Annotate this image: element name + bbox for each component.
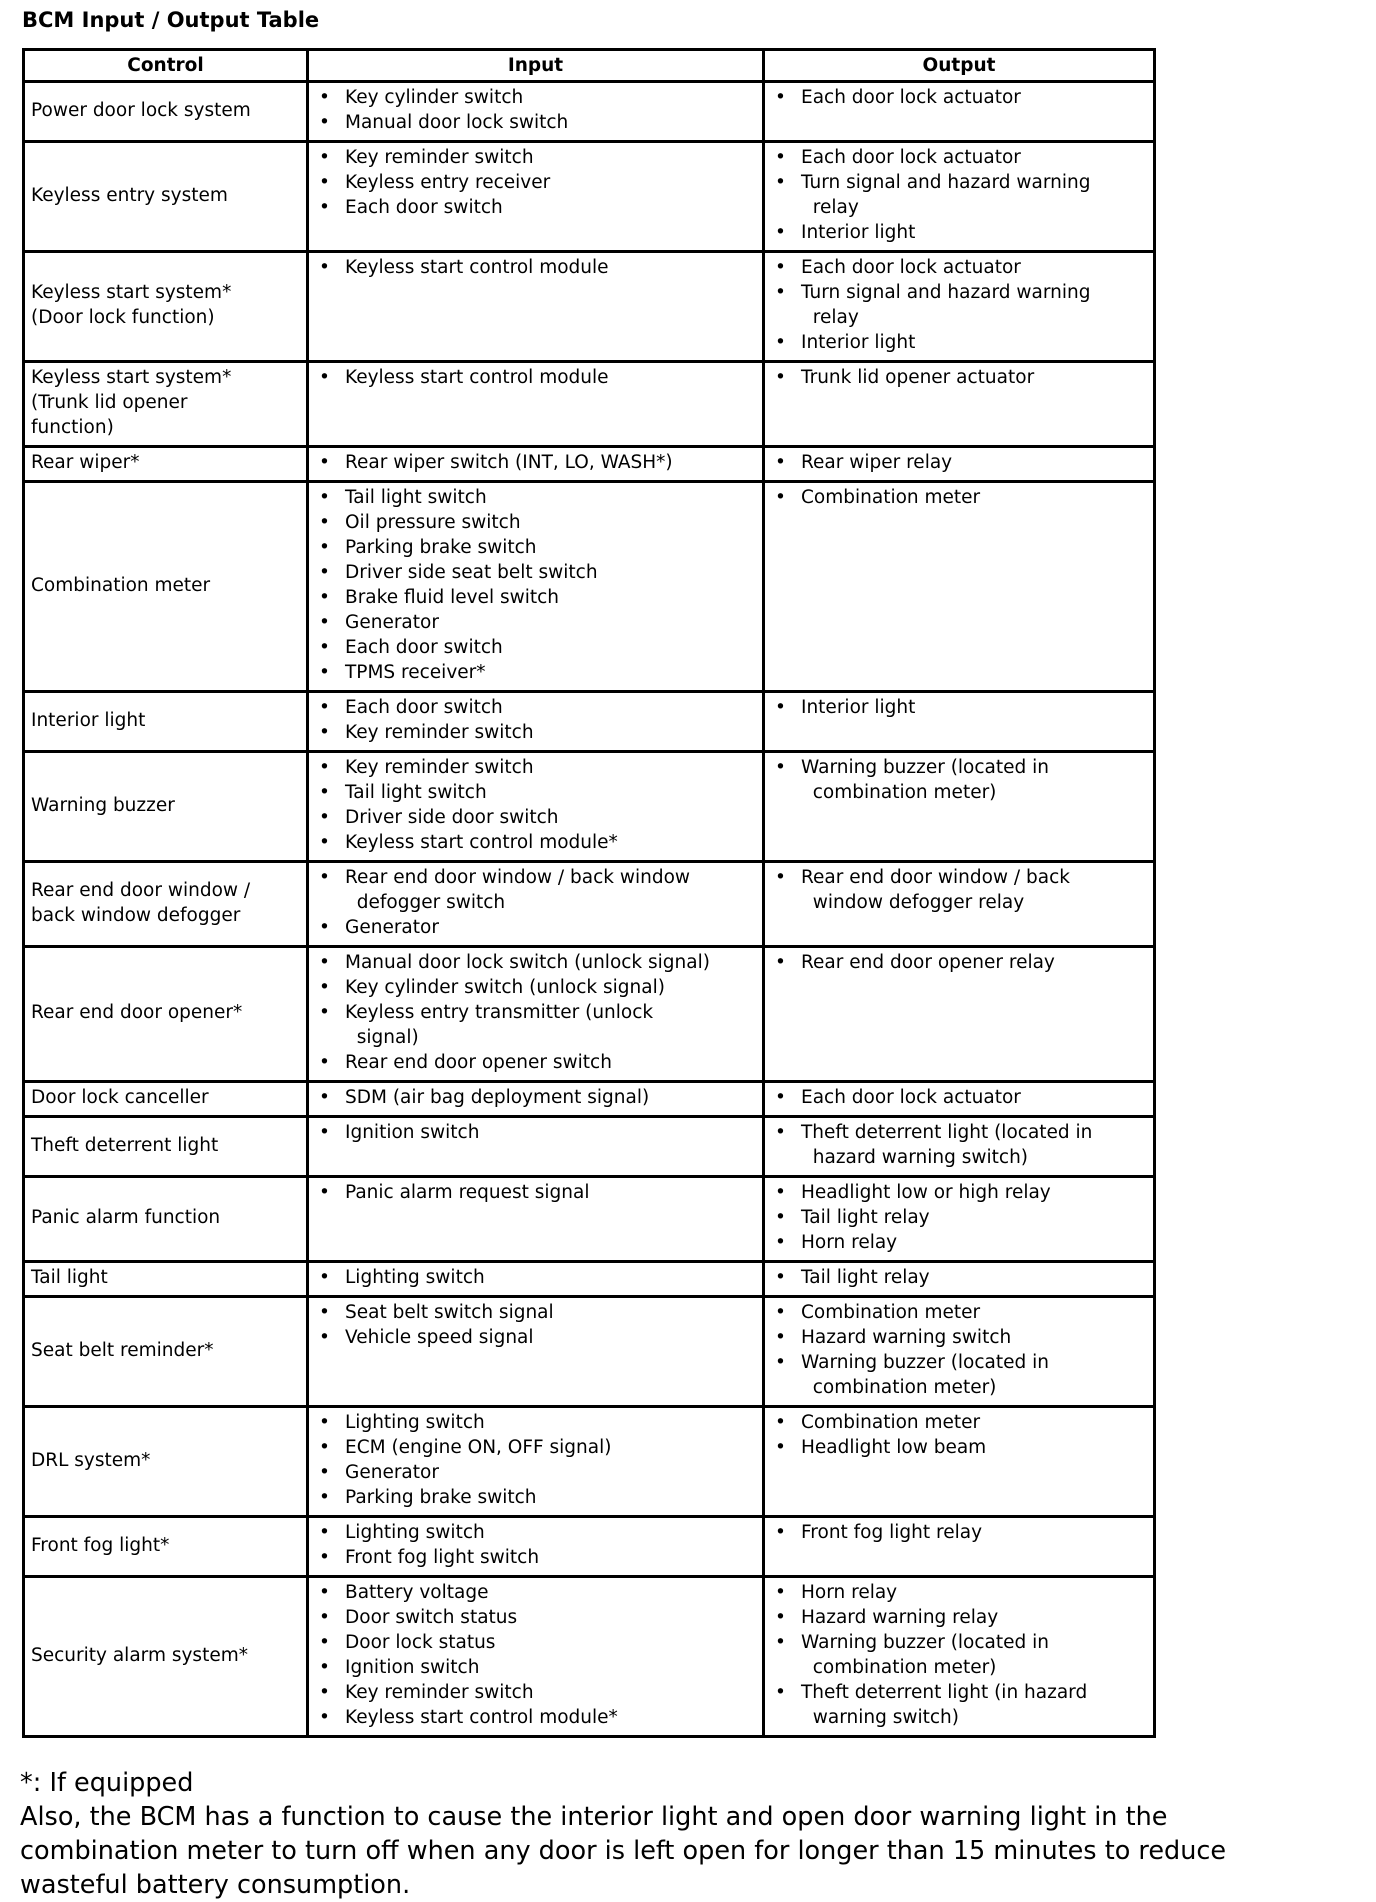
- table-row: [24, 142, 1155, 252]
- input-list: [315, 485, 756, 685]
- input-cell: [308, 362, 764, 447]
- list-item: • Lighting switch: [315, 1520, 756, 1545]
- output-cell: [764, 692, 1155, 752]
- output-cell: [764, 752, 1155, 862]
- list-item: • Combination meter: [771, 485, 1147, 510]
- list-item: • Parking brake switch: [315, 535, 756, 560]
- table-row: [24, 1082, 1155, 1117]
- list-item: • Oil pressure switch: [315, 510, 756, 535]
- output-cell: [764, 1177, 1155, 1262]
- header-input: Input: [308, 50, 764, 82]
- output-cell: [764, 1407, 1155, 1517]
- list-item: • Seat belt switch signal: [315, 1300, 756, 1325]
- control-cell: Front fog light*: [24, 1517, 308, 1577]
- list-item: • Tail light switch: [315, 780, 756, 805]
- list-item: • Keyless start control module*: [315, 1705, 756, 1730]
- output-list: [771, 950, 1147, 975]
- list-item: • Each door lock actuator: [771, 85, 1147, 110]
- list-item: • Front fog light switch: [315, 1545, 756, 1570]
- list-item: • Door lock status: [315, 1630, 756, 1655]
- input-cell: [308, 1297, 764, 1407]
- list-item: • Keyless start control module: [315, 365, 756, 390]
- table-row: [24, 252, 1155, 362]
- control-cell: Seat belt reminder*: [24, 1297, 308, 1407]
- list-item: • Headlight low beam: [771, 1435, 1147, 1460]
- output-list: [771, 755, 1147, 805]
- input-list: [315, 695, 756, 745]
- input-cell: [308, 142, 764, 252]
- list-item: • Vehicle speed signal: [315, 1325, 756, 1350]
- header-output: Output: [764, 50, 1155, 82]
- list-item: • Rear wiper switch (INT, LO, WASH*): [315, 450, 756, 475]
- input-list: [315, 865, 756, 940]
- input-cell: [308, 1117, 764, 1177]
- output-cell: [764, 82, 1155, 142]
- control-cell: Combination meter: [24, 482, 308, 692]
- output-list: [771, 1180, 1147, 1255]
- control-cell: Keyless start system* (Trunk lid opener function): [24, 362, 308, 447]
- output-list: [771, 85, 1147, 110]
- table-row: [24, 362, 1155, 447]
- control-cell: Power door lock system: [24, 82, 308, 142]
- table-row: [24, 1577, 1155, 1737]
- output-list: [771, 1300, 1147, 1400]
- input-list: [315, 1180, 756, 1205]
- control-cell: Keyless start system* (Door lock function): [24, 252, 308, 362]
- output-cell: [764, 1262, 1155, 1297]
- input-cell: [308, 82, 764, 142]
- footnotes: [20, 1766, 1226, 1902]
- control-cell: Rear end door opener*: [24, 947, 308, 1082]
- list-item: • Hazard warning switch: [771, 1325, 1147, 1350]
- list-item: • Horn relay: [771, 1580, 1147, 1605]
- control-cell: Tail light: [24, 1262, 308, 1297]
- table-row: [24, 1407, 1155, 1517]
- control-cell: Panic alarm function: [24, 1177, 308, 1262]
- table-row: [24, 82, 1155, 142]
- input-list: [315, 145, 756, 220]
- table-row: [24, 1177, 1155, 1262]
- input-cell: [308, 1262, 764, 1297]
- output-cell: [764, 252, 1155, 362]
- input-list: [315, 1580, 756, 1730]
- input-cell: [308, 692, 764, 752]
- list-item: • Generator: [315, 915, 756, 940]
- list-item: • Turn signal and hazard warning relay: [771, 280, 1147, 330]
- input-cell: [308, 1577, 764, 1737]
- input-list: [315, 1265, 756, 1290]
- output-cell: [764, 947, 1155, 1082]
- note-paragraph: Also, the BCM has a function to cause the interior light and open door warning light in the combination meter to turn off when any door is left open for longer than 15 minutes to reduce wasteful battery consumption.: [20, 1802, 1227, 1900]
- table-row: [24, 947, 1155, 1082]
- header-row: [24, 50, 1155, 82]
- list-item: • Tail light relay: [771, 1265, 1147, 1290]
- list-item: • Manual door lock switch: [315, 110, 756, 135]
- list-item: • Each door switch: [315, 635, 756, 660]
- list-item: • Theft deterrent light (in hazard warning switch): [771, 1680, 1147, 1730]
- output-list: [771, 695, 1147, 720]
- output-cell: [764, 362, 1155, 447]
- list-item: • Key reminder switch: [315, 755, 756, 780]
- input-list: [315, 85, 756, 135]
- list-item: • Trunk lid opener actuator: [771, 365, 1147, 390]
- output-cell: [764, 447, 1155, 482]
- list-item: • Battery voltage: [315, 1580, 756, 1605]
- output-list: [771, 1085, 1147, 1110]
- input-cell: [308, 1082, 764, 1117]
- input-list: [315, 450, 756, 475]
- bcm-io-table: [22, 48, 1156, 1738]
- list-item: • Rear wiper relay: [771, 450, 1147, 475]
- list-item: • Key reminder switch: [315, 145, 756, 170]
- output-list: [771, 365, 1147, 390]
- list-item: • Each door switch: [315, 195, 756, 220]
- output-list: [771, 450, 1147, 475]
- list-item: • Lighting switch: [315, 1410, 756, 1435]
- list-item: • Horn relay: [771, 1230, 1147, 1255]
- list-item: • Warning buzzer (located in combination meter): [771, 1350, 1147, 1400]
- list-item: • Key reminder switch: [315, 720, 756, 745]
- list-item: • Combination meter: [771, 1410, 1147, 1435]
- output-cell: [764, 1517, 1155, 1577]
- list-item: • Keyless entry receiver: [315, 170, 756, 195]
- input-cell: [308, 447, 764, 482]
- input-list: [315, 365, 756, 390]
- output-cell: [764, 142, 1155, 252]
- list-item: • Interior light: [771, 330, 1147, 355]
- table-row: [24, 1297, 1155, 1407]
- input-list: [315, 755, 756, 855]
- list-item: • Warning buzzer (located in combination meter): [771, 755, 1147, 805]
- list-item: • Keyless entry transmitter (unlock signal): [315, 1000, 756, 1050]
- input-list: [315, 1300, 756, 1350]
- input-cell: [308, 947, 764, 1082]
- output-list: [771, 145, 1147, 245]
- control-cell: DRL system*: [24, 1407, 308, 1517]
- list-item: • Each door lock actuator: [771, 145, 1147, 170]
- output-cell: [764, 1082, 1155, 1117]
- list-item: • Interior light: [771, 695, 1147, 720]
- list-item: • Turn signal and hazard warning relay: [771, 170, 1147, 220]
- input-cell: [308, 482, 764, 692]
- output-list: [771, 865, 1147, 915]
- list-item: • Ignition switch: [315, 1655, 756, 1680]
- output-list: [771, 1410, 1147, 1460]
- table-row: [24, 482, 1155, 692]
- list-item: • Driver side door switch: [315, 805, 756, 830]
- list-item: • Generator: [315, 610, 756, 635]
- control-cell: Keyless entry system: [24, 142, 308, 252]
- control-cell: Theft deterrent light: [24, 1117, 308, 1177]
- output-list: [771, 1580, 1147, 1730]
- list-item: • Tail light relay: [771, 1205, 1147, 1230]
- list-item: • Tail light switch: [315, 485, 756, 510]
- list-item: • Keyless start control module*: [315, 830, 756, 855]
- list-item: • Parking brake switch: [315, 1485, 756, 1510]
- input-cell: [308, 1517, 764, 1577]
- list-item: • Lighting switch: [315, 1265, 756, 1290]
- table-row: [24, 1517, 1155, 1577]
- input-list: [315, 1520, 756, 1570]
- input-cell: [308, 1177, 764, 1262]
- list-item: • Theft deterrent light (located in hazard warning switch): [771, 1120, 1147, 1170]
- input-cell: [308, 1407, 764, 1517]
- list-item: • Door switch status: [315, 1605, 756, 1630]
- control-cell: Interior light: [24, 692, 308, 752]
- control-cell: Rear end door window / back window defogger: [24, 862, 308, 947]
- list-item: • Hazard warning relay: [771, 1605, 1147, 1630]
- control-cell: Security alarm system*: [24, 1577, 308, 1737]
- list-item: • ECM (engine ON, OFF signal): [315, 1435, 756, 1460]
- output-list: [771, 1120, 1147, 1170]
- list-item: • Ignition switch: [315, 1120, 756, 1145]
- table-row: [24, 1262, 1155, 1297]
- input-list: [315, 1120, 756, 1145]
- list-item: • Interior light: [771, 220, 1147, 245]
- list-item: • Rear end door opener switch: [315, 1050, 756, 1075]
- list-item: • Front fog light relay: [771, 1520, 1147, 1545]
- list-item: • SDM (air bag deployment signal): [315, 1085, 756, 1110]
- list-item: • Warning buzzer (located in combination meter): [771, 1630, 1147, 1680]
- input-list: [315, 255, 756, 280]
- list-item: • Driver side seat belt switch: [315, 560, 756, 585]
- list-item: • Rear end door window / back window defogger switch: [315, 865, 756, 915]
- input-cell: [308, 252, 764, 362]
- input-cell: [308, 862, 764, 947]
- table-title: BCM Input / Output Table: [22, 8, 320, 32]
- footnote-if-equipped: *: If equipped: [20, 1768, 194, 1798]
- output-list: [771, 1520, 1147, 1545]
- list-item: • Combination meter: [771, 1300, 1147, 1325]
- output-cell: [764, 1297, 1155, 1407]
- list-item: • Generator: [315, 1460, 756, 1485]
- list-item: • Brake fluid level switch: [315, 585, 756, 610]
- control-cell: Door lock canceller: [24, 1082, 308, 1117]
- header-control: Control: [24, 50, 308, 82]
- list-item: • Key cylinder switch (unlock signal): [315, 975, 756, 1000]
- list-item: • Headlight low or high relay: [771, 1180, 1147, 1205]
- table-row: [24, 1117, 1155, 1177]
- table-row: [24, 692, 1155, 752]
- output-list: [771, 255, 1147, 355]
- output-cell: [764, 1577, 1155, 1737]
- list-item: • Rear end door opener relay: [771, 950, 1147, 975]
- input-cell: [308, 752, 764, 862]
- control-cell: Rear wiper*: [24, 447, 308, 482]
- list-item: • Each door lock actuator: [771, 1085, 1147, 1110]
- table-row: [24, 447, 1155, 482]
- list-item: • Each door switch: [315, 695, 756, 720]
- table-row: [24, 752, 1155, 862]
- input-list: [315, 1410, 756, 1510]
- list-item: • Key reminder switch: [315, 1680, 756, 1705]
- output-list: [771, 485, 1147, 510]
- output-list: [771, 1265, 1147, 1290]
- output-cell: [764, 862, 1155, 947]
- output-cell: [764, 482, 1155, 692]
- list-item: • Each door lock actuator: [771, 255, 1147, 280]
- list-item: • Panic alarm request signal: [315, 1180, 756, 1205]
- control-cell: Warning buzzer: [24, 752, 308, 862]
- input-list: [315, 1085, 756, 1110]
- table-row: [24, 862, 1155, 947]
- list-item: • Key cylinder switch: [315, 85, 756, 110]
- list-item: • TPMS receiver*: [315, 660, 756, 685]
- output-cell: [764, 1117, 1155, 1177]
- list-item: • Rear end door window / back window defogger relay: [771, 865, 1147, 915]
- list-item: • Keyless start control module: [315, 255, 756, 280]
- input-list: [315, 950, 756, 1075]
- list-item: • Manual door lock switch (unlock signal): [315, 950, 756, 975]
